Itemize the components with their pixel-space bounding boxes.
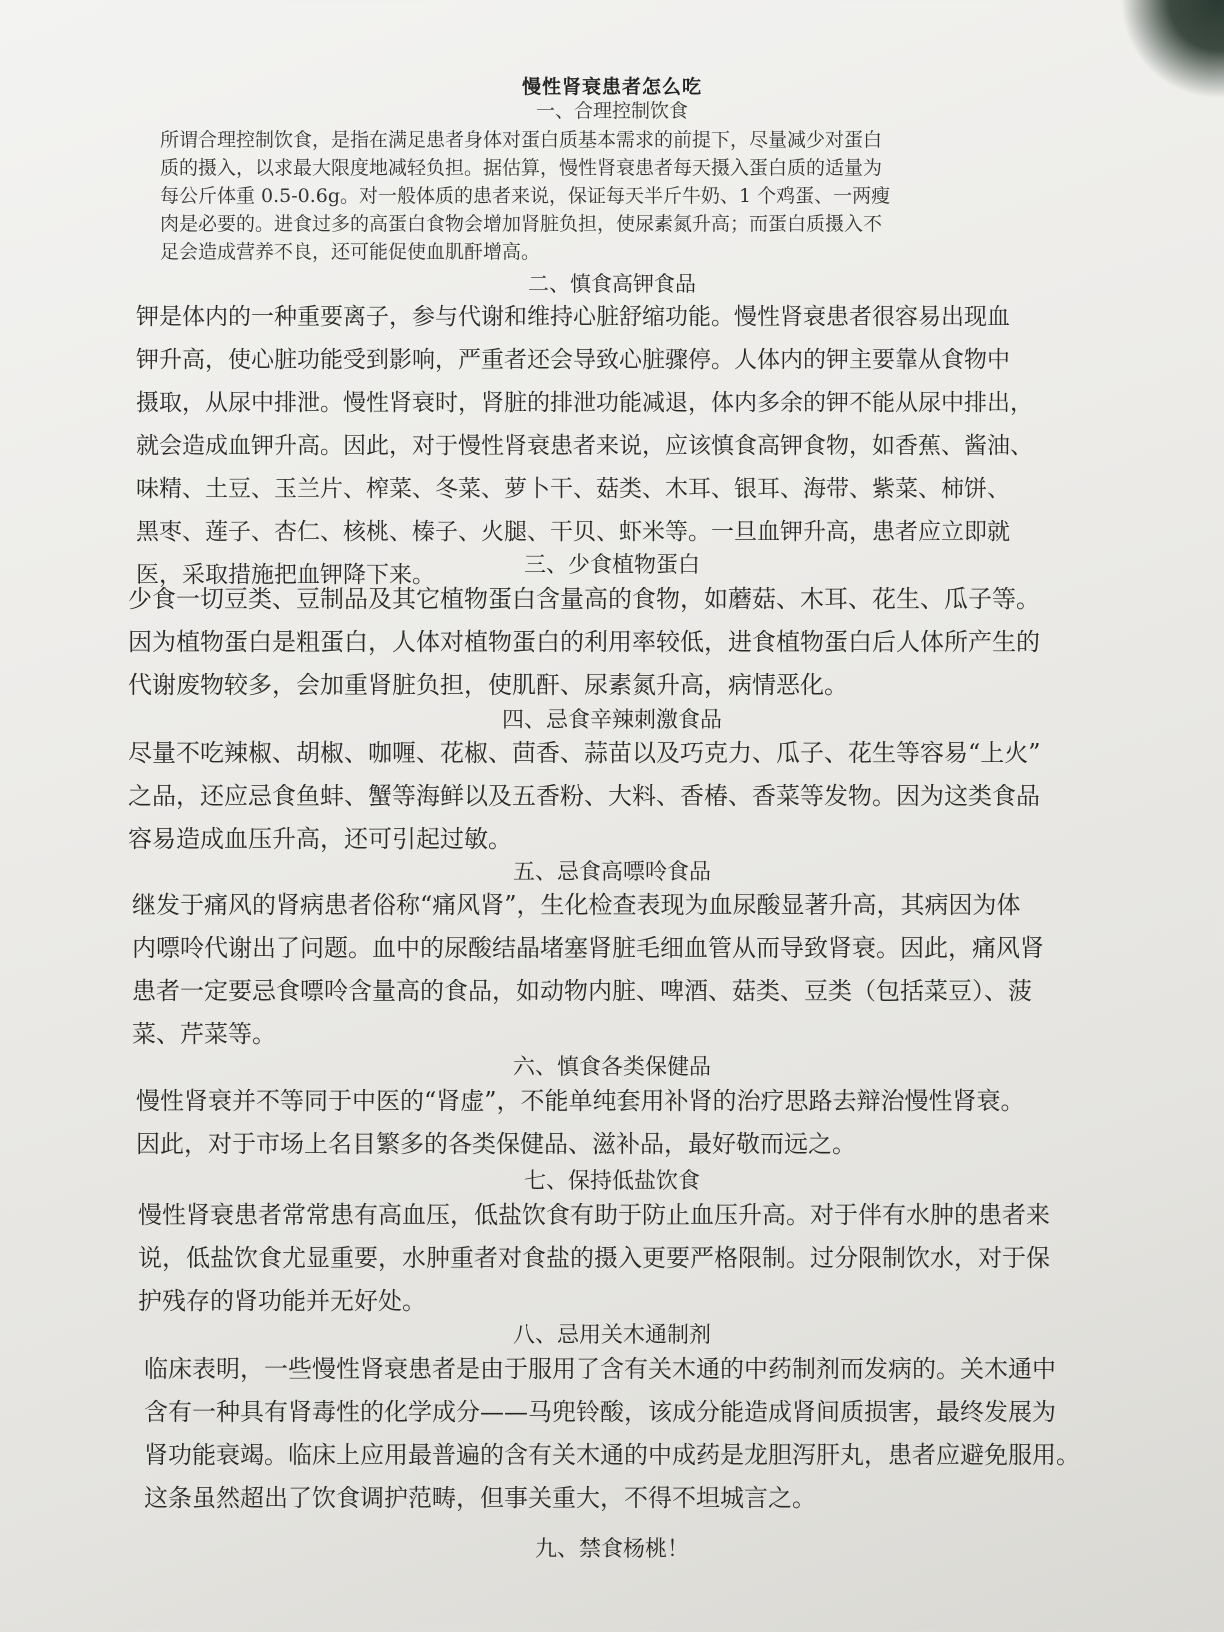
paragraph-line: 继发于痛风的肾病患者俗称“痛风肾”，生化检查表现为血尿酸显著升高，其病因为体 [132, 891, 1021, 919]
paragraph-line: 说，低盐饮食尤显重要，水肿重者对食盐的摄入更要严格限制。过分限制饮水，对于保 [138, 1244, 1050, 1272]
paragraph-line: 质的摄入，以求最大限度地减轻负担。据估算，慢性肾衰患者每天摄入蛋白质的适量为 [160, 157, 883, 179]
section-heading: 七、保持低盐饮食 [523, 1169, 700, 1194]
paragraph-line: 内嘌呤代谢出了问题。血中的尿酸结晶堵塞肾脏毛细血管从而导致肾衰。因此，痛风肾 [132, 934, 1044, 962]
section-heading: 八、忌用关木通制剂 [512, 1323, 711, 1348]
section-heading: 二、慎食高钾食品 [528, 272, 696, 296]
paragraph-line: 临床表明，一些慢性肾衰患者是由于服用了含有关木通的中药制剂而发病的。关木通中 [144, 1355, 1056, 1383]
section-paragraph [138, 1194, 1050, 1323]
section-paragraph [160, 126, 890, 266]
paragraph-line: 菜、芹菜等。 [132, 1020, 276, 1048]
paragraph-line: 黑枣、莲子、杏仁、核桃、榛子、火腿、干贝、虾米等。一旦血钾升高，患者应立即就 [136, 519, 1010, 545]
paragraph-line: 钾是体内的一种重要离子，参与代谢和维持心脏舒缩功能。慢性肾衰患者很容易出现血 [136, 304, 1010, 330]
paragraph-line: 代谢废物较多，会加重肾脏负担，使肌酐、尿素氮升高，病情恶化。 [128, 671, 848, 699]
paragraph-line: 钾升高，使心脏功能受到影响，严重者还会导致心脏骤停。人体内的钾主要靠从食物中 [136, 347, 1010, 373]
paragraph-line: 慢性肾衰患者常常患有高血压，低盐饮食有助于防止血压升高。对于伴有水肿的患者来 [138, 1201, 1050, 1229]
section-paragraph [128, 578, 1040, 707]
paragraph-line: 摄取，从尿中排泄。慢性肾衰时，肾脏的排泄功能减退，体内多余的钾不能从尿中排出， [136, 390, 1033, 416]
section-heading: 五、忌食高嘌呤食品 [512, 860, 711, 885]
section-paragraph [132, 884, 1044, 1056]
paragraph-line: 肾功能衰竭。临床上应用最普遍的含有关木通的中成药是龙胆泻肝丸，患者应避免服用。 [144, 1441, 1080, 1469]
paragraph-line: 就会造成血钾升高。因此，对于慢性肾衰患者来说，应该慎食高钾食物，如香蕉、酱油、 [136, 433, 1033, 459]
paragraph-line: 所谓合理控制饮食，是指在满足患者身体对蛋白质基本需求的前提下，尽量减少对蛋白 [160, 129, 883, 151]
paragraph-line: 每公斤体重 0.5-0.6g。对一般体质的患者来说，保证每天半斤牛奶、1 个鸡蛋、一两瘦 [160, 185, 891, 207]
paragraph-line: 这条虽然超出了饮食调护范畴，但事关重大，不得不坦城言之。 [144, 1484, 816, 1512]
paragraph-line: 患者一定要忌食嘌呤含量高的食品，如动物内脏、啤酒、菇类、豆类（包括菜豆）、菠 [132, 977, 1032, 1005]
section-heading: 六、慎食各类保健品 [512, 1055, 711, 1080]
section-heading: 三、少食植物蛋白 [523, 553, 700, 578]
paragraph-line: 含有一种具有肾毒性的化学成分——马兜铃酸，该成分能造成肾间质损害，最终发展为 [144, 1398, 1056, 1426]
section-heading: 四、忌食辛辣刺激食品 [501, 708, 722, 733]
paragraph-line: 少食一切豆类、豆制品及其它植物蛋白含量高的食物，如蘑菇、木耳、花生、瓜子等。 [128, 585, 1040, 613]
section-heading: 一、合理控制饮食 [535, 100, 688, 122]
paragraph-line: 慢性肾衰并不等同于中医的“肾虚”，不能单纯套用补肾的治疗思路去辩治慢性肾衰。 [136, 1087, 1025, 1115]
section-paragraph [128, 732, 1041, 861]
paragraph-line: 护残存的肾功能并无好处。 [138, 1287, 426, 1315]
section-paragraph [144, 1348, 1080, 1520]
section-heading: 九、禁食杨桃！ [534, 1537, 689, 1562]
paragraph-line: 之品，还应忌食鱼蚌、蟹等海鲜以及五香粉、大料、香椿、香菜等发物。因为这类食品 [128, 782, 1040, 810]
section-paragraph [136, 1080, 1025, 1166]
paragraph-line: 容易造成血压升高，还可引起过敏。 [128, 825, 512, 853]
document-title: 慢性肾衰患者怎么吃 [521, 76, 702, 98]
paragraph-line: 肉是必要的。进食过多的高蛋白食物会增加肾脏负担，使尿素氮升高；而蛋白质摄入不 [160, 213, 883, 235]
paragraph-line: 因此，对于市场上名目繁多的各类保健品、滋补品，最好敬而远之。 [136, 1130, 856, 1158]
paragraph-line: 因为植物蛋白是粗蛋白，人体对植物蛋白的利用率较低，进食植物蛋白后人体所产生的 [128, 628, 1040, 656]
paragraph-line: 医，采取措施把血钾降下来。 [136, 562, 435, 588]
paragraph-line: 尽量不吃辣椒、胡椒、咖喱、花椒、茴香、蒜苗以及巧克力、瓜子、花生等容易“上火” [128, 739, 1041, 767]
paragraph-line: 味精、土豆、玉兰片、榨菜、冬菜、萝卜干、菇类、木耳、银耳、海带、紫菜、柿饼、 [136, 476, 1010, 502]
paragraph-line: 足会造成营养不良，还可能促使血肌酐增高。 [160, 241, 541, 263]
